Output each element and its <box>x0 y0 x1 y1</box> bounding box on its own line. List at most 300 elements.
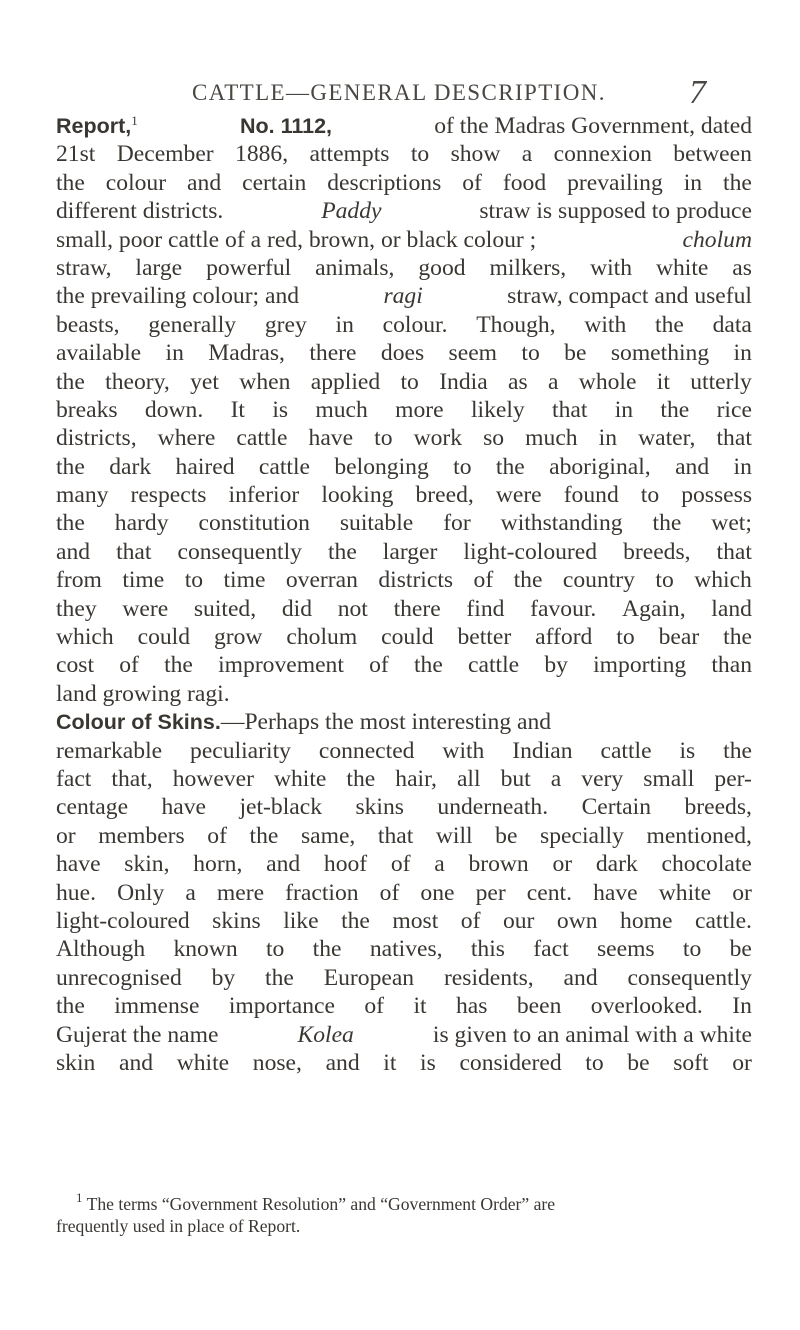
text-line <box>56 282 752 310</box>
word: data <box>712 311 752 338</box>
word: the <box>652 510 682 537</box>
word: it <box>656 368 670 395</box>
word: favour. <box>530 595 597 622</box>
word: there <box>393 595 441 622</box>
word: skins <box>355 794 404 821</box>
word: white <box>273 765 327 792</box>
word: time <box>122 567 165 594</box>
word: improvement <box>218 652 344 679</box>
word: Madras, <box>208 340 285 367</box>
word: the <box>655 311 684 338</box>
word: that, <box>111 765 153 792</box>
word: cent. <box>526 879 572 906</box>
word: a <box>547 368 559 395</box>
word: theory, <box>105 368 170 395</box>
word: to <box>410 141 430 168</box>
word: time <box>223 567 266 594</box>
word: the <box>56 169 85 196</box>
word: from <box>56 567 102 594</box>
text-line <box>56 879 752 907</box>
word: something <box>610 340 710 367</box>
word: unrecognised <box>56 964 182 991</box>
word: a <box>521 141 533 168</box>
text-span: different districts. <box>56 198 224 225</box>
word: a <box>434 851 445 878</box>
word: more <box>395 396 444 423</box>
word: the <box>312 936 342 963</box>
text-line <box>56 169 752 197</box>
text-line <box>56 850 752 878</box>
italic-term: Paddy <box>321 198 382 225</box>
word: beasts, <box>56 311 120 338</box>
footnote-text: The terms “Government Resolution” and “Government Order” are <box>86 1194 556 1214</box>
word: horn, <box>193 851 243 878</box>
word: connexion <box>553 141 652 168</box>
word: does <box>380 340 425 367</box>
word: own <box>556 907 598 934</box>
word: colour <box>105 169 167 196</box>
text-line <box>56 254 752 282</box>
word: be <box>495 822 518 849</box>
word: there <box>309 340 357 367</box>
text-line <box>56 651 752 679</box>
word: whole <box>578 368 637 395</box>
word: straw, <box>56 254 112 281</box>
word: will <box>435 822 473 849</box>
word: which <box>694 567 752 594</box>
word: to <box>400 368 419 395</box>
word: fact <box>56 765 92 792</box>
word: generally <box>148 311 237 338</box>
italic-term: ragi <box>383 283 423 310</box>
word: as <box>508 368 528 395</box>
word: chocolate <box>661 851 752 878</box>
word: cholum <box>286 624 358 651</box>
footnote-ref: 1 <box>131 113 138 128</box>
text-line <box>56 793 752 821</box>
word: applied <box>310 368 381 395</box>
word: to <box>453 453 472 480</box>
word: members <box>98 822 185 849</box>
text-line <box>56 112 752 140</box>
word: to <box>655 567 674 594</box>
word: Though, <box>476 311 556 338</box>
word: yet <box>190 368 219 395</box>
word: good <box>418 254 466 281</box>
word: to <box>266 936 285 963</box>
word: same, <box>300 822 356 849</box>
word: likely <box>470 396 525 423</box>
word: or <box>552 851 573 878</box>
text-span: straw, compact and useful <box>507 283 752 310</box>
word: the <box>495 453 525 480</box>
word: or <box>732 1049 752 1076</box>
text-line <box>56 509 752 537</box>
text-line <box>56 822 752 850</box>
word: they <box>56 595 97 622</box>
word: of <box>207 822 227 849</box>
text-line <box>56 453 752 481</box>
word: haired <box>175 453 235 480</box>
word: overran <box>285 567 358 594</box>
word: however <box>172 765 254 792</box>
section-heading: Colour of Skins. <box>56 710 221 735</box>
word: not <box>337 595 368 622</box>
word: districts <box>378 567 454 594</box>
word: the <box>249 822 279 849</box>
word: white <box>176 1049 230 1076</box>
word: cattle <box>600 737 652 764</box>
word: be <box>564 340 587 367</box>
word: most <box>392 907 439 934</box>
chapter-title: CATTLE—GENERAL DESCRIPTION. <box>192 80 606 105</box>
word: the <box>341 907 370 934</box>
word: is <box>679 737 696 764</box>
word: bear <box>658 624 700 651</box>
word: in <box>733 340 752 367</box>
word: cattle <box>258 453 310 480</box>
footnote-marker: 1 <box>76 1190 83 1205</box>
word: connected <box>318 737 415 764</box>
word: animals, <box>315 254 395 281</box>
word: small <box>643 765 695 792</box>
word: fraction <box>285 879 359 906</box>
text-line <box>56 595 752 623</box>
word: importing <box>593 652 687 679</box>
word: per <box>475 879 506 906</box>
text-line <box>56 1049 752 1077</box>
word: immense <box>114 993 200 1020</box>
word: hair, <box>395 765 437 792</box>
word: and <box>563 964 598 991</box>
word: very <box>581 765 624 792</box>
word: in <box>683 169 703 196</box>
word: that <box>716 425 752 452</box>
word: constitution <box>198 510 310 537</box>
word: per- <box>714 765 752 792</box>
word: cattle <box>236 425 288 452</box>
word: where <box>157 425 216 452</box>
word: skins <box>212 907 261 934</box>
word: our <box>502 907 535 934</box>
word: when <box>239 368 291 395</box>
word: descriptions <box>327 169 442 196</box>
text-line <box>56 1021 752 1049</box>
word: consequently <box>627 964 752 991</box>
word: afford <box>535 624 593 651</box>
text-line <box>56 226 752 254</box>
word: the <box>346 765 376 792</box>
word: utterly <box>690 368 752 395</box>
word: mentioned, <box>646 822 752 849</box>
text-line <box>56 311 752 339</box>
text-line <box>56 765 752 793</box>
word: cost <box>56 652 95 679</box>
text-line <box>56 935 752 963</box>
word: with <box>442 737 485 764</box>
word: In <box>732 993 752 1020</box>
word: peculiarity <box>190 737 291 764</box>
word: find <box>466 595 505 622</box>
word: it <box>413 993 427 1020</box>
word: It <box>230 396 245 423</box>
word: the <box>413 652 443 679</box>
word: have <box>593 879 638 906</box>
word: hardy <box>114 510 169 537</box>
word: be <box>627 1049 650 1076</box>
text-span: of the Madras Government, dated <box>434 113 752 139</box>
word: suitable <box>339 510 414 537</box>
text-line <box>56 737 752 765</box>
word: been <box>516 993 562 1020</box>
word: work <box>413 425 463 452</box>
word: skin, <box>124 851 170 878</box>
text-span: straw is supposed to produce <box>479 198 752 225</box>
word: the <box>265 964 294 991</box>
word: in <box>733 453 752 480</box>
word: light-coloured <box>56 907 190 934</box>
page-number: 7 <box>689 74 708 111</box>
word: or <box>56 822 76 849</box>
word: country <box>562 567 635 594</box>
word: food <box>502 169 547 196</box>
word: is <box>420 1049 436 1076</box>
word: of <box>119 652 139 679</box>
text-line <box>56 339 752 367</box>
word: by <box>211 964 236 991</box>
word: which <box>56 624 114 651</box>
text-line <box>56 396 752 424</box>
text-line <box>56 907 752 935</box>
report-label: Report, <box>56 114 132 138</box>
word: certain <box>242 169 307 196</box>
word: breeds, <box>623 538 691 565</box>
word: prevailing <box>567 169 663 196</box>
word: grey <box>264 311 307 338</box>
word: have <box>308 425 354 452</box>
word: larger <box>382 538 438 565</box>
word: found <box>563 482 619 509</box>
word: all <box>456 765 481 792</box>
word: could <box>381 624 434 651</box>
footnote-line: frequently used in place of Report. <box>56 1216 301 1236</box>
word: Certain <box>581 794 652 821</box>
text-span: small, poor cattle of a red, brown, or black colour ; <box>56 226 537 253</box>
word: this <box>470 936 505 963</box>
word: hoof <box>323 851 368 878</box>
word: wet; <box>711 510 752 537</box>
word: and <box>118 1049 154 1076</box>
word: large <box>135 254 183 281</box>
word: as <box>732 254 752 281</box>
word: the <box>56 453 85 480</box>
italic-term: Kolea <box>297 1021 354 1048</box>
word: of <box>390 851 411 878</box>
word: white <box>655 254 709 281</box>
word: in <box>165 340 184 367</box>
word: down. <box>144 396 204 423</box>
word: that <box>552 396 588 423</box>
word: of <box>364 993 385 1020</box>
word: and <box>56 538 91 565</box>
word: Although <box>56 936 146 963</box>
word: looking <box>321 482 394 509</box>
word: better <box>457 624 512 651</box>
word: soft <box>673 1049 709 1076</box>
word: than <box>711 652 752 679</box>
word: between <box>673 141 752 168</box>
text-line <box>56 708 752 736</box>
word: were <box>122 595 169 622</box>
word: the <box>56 510 85 537</box>
word: seem <box>448 340 498 367</box>
text-line <box>56 566 752 594</box>
word: skin <box>56 1049 96 1076</box>
word: European <box>323 964 415 991</box>
word: Only <box>117 879 165 906</box>
word: have <box>56 851 101 878</box>
word: India <box>439 368 488 395</box>
italic-term: cholum <box>682 226 752 253</box>
word: of <box>460 907 481 934</box>
word: in <box>614 396 634 423</box>
word: by <box>544 652 568 679</box>
word: show <box>450 141 501 168</box>
word: mere <box>216 879 265 906</box>
word: and <box>325 1049 360 1076</box>
word: white <box>658 879 712 906</box>
word: seems <box>596 936 655 963</box>
word: but <box>500 765 531 792</box>
word: could <box>137 624 191 651</box>
word: specially <box>540 822 624 849</box>
word: possess <box>681 482 752 509</box>
word: it <box>383 1049 397 1076</box>
word: milkers, <box>489 254 567 281</box>
word: districts, <box>56 425 137 452</box>
word: belonging <box>334 453 429 480</box>
word: to <box>616 624 635 651</box>
footnote-line <box>56 1190 752 1215</box>
text-line <box>56 424 752 452</box>
word: considered <box>459 1049 562 1076</box>
word: for <box>443 510 471 537</box>
word: the <box>56 993 85 1020</box>
word: dark <box>109 453 152 480</box>
word: cattle <box>468 652 520 679</box>
word: December <box>116 141 214 168</box>
word: 1886, <box>235 141 289 168</box>
word: the <box>723 737 752 764</box>
text-line <box>56 964 752 992</box>
word: and <box>675 453 710 480</box>
text-line <box>56 197 752 225</box>
word: much <box>525 425 578 452</box>
word: Again, <box>622 595 686 622</box>
word: nose, <box>252 1049 302 1076</box>
text-line <box>56 623 752 651</box>
word: were <box>495 482 542 509</box>
report-number: No. 1112, <box>239 114 333 138</box>
text-span: is given to an animal with a white <box>432 1021 752 1048</box>
word: that <box>716 538 752 565</box>
word: with <box>590 254 633 281</box>
word: underneath. <box>437 794 549 821</box>
word: to <box>184 567 204 594</box>
word: natives, <box>369 936 443 963</box>
word: the <box>56 368 85 395</box>
word: the <box>327 538 357 565</box>
text-line <box>56 368 752 396</box>
word: much <box>315 396 368 423</box>
word: water, <box>638 425 696 452</box>
word: jet-black <box>239 794 323 821</box>
word: withstanding <box>500 510 623 537</box>
text-line: land growing ragi. <box>56 680 230 707</box>
word: breed, <box>415 482 474 509</box>
word: breaks <box>56 396 118 423</box>
word: cattle. <box>694 907 752 934</box>
word: in <box>335 311 354 338</box>
text-span: Gujerat the name <box>56 1021 219 1048</box>
word: consequently <box>177 538 302 565</box>
word: that <box>116 538 152 565</box>
word: in <box>598 425 618 452</box>
word: 21st <box>56 141 96 168</box>
text-line <box>56 481 752 509</box>
footnote <box>56 1190 752 1237</box>
word: inferior <box>228 482 300 509</box>
word: to <box>521 340 540 367</box>
word: so <box>483 425 505 452</box>
word: that <box>377 822 414 849</box>
word: the <box>723 624 752 651</box>
word: the <box>513 567 543 594</box>
word: a <box>550 765 562 792</box>
word: did <box>281 595 312 622</box>
word: residents, <box>443 964 534 991</box>
word: suited, <box>193 595 257 622</box>
word: and <box>187 169 222 196</box>
word: many <box>56 482 109 509</box>
word: grow <box>213 624 263 651</box>
word: light-coloured <box>463 538 598 565</box>
word: powerful <box>206 254 292 281</box>
word: a <box>185 879 196 906</box>
word: the <box>723 169 752 196</box>
word: of <box>379 879 400 906</box>
word: with <box>584 311 627 338</box>
text-span: —Perhaps the most interesting and <box>220 709 552 736</box>
word: is <box>272 396 289 423</box>
word: importance <box>228 993 335 1020</box>
word: or <box>732 879 752 906</box>
word: overlooked. <box>590 993 703 1020</box>
text-line <box>56 140 752 168</box>
word: to <box>640 482 660 509</box>
word: have <box>161 794 207 821</box>
word: one <box>420 879 455 906</box>
word: be <box>729 936 752 963</box>
word: aboriginal, <box>549 453 651 480</box>
word: has <box>455 993 488 1020</box>
word: remarkable <box>56 737 163 764</box>
word: land <box>711 595 752 622</box>
text-line <box>56 538 752 566</box>
word: respects <box>130 482 207 509</box>
word: breeds, <box>684 794 752 821</box>
word: of <box>473 567 494 594</box>
